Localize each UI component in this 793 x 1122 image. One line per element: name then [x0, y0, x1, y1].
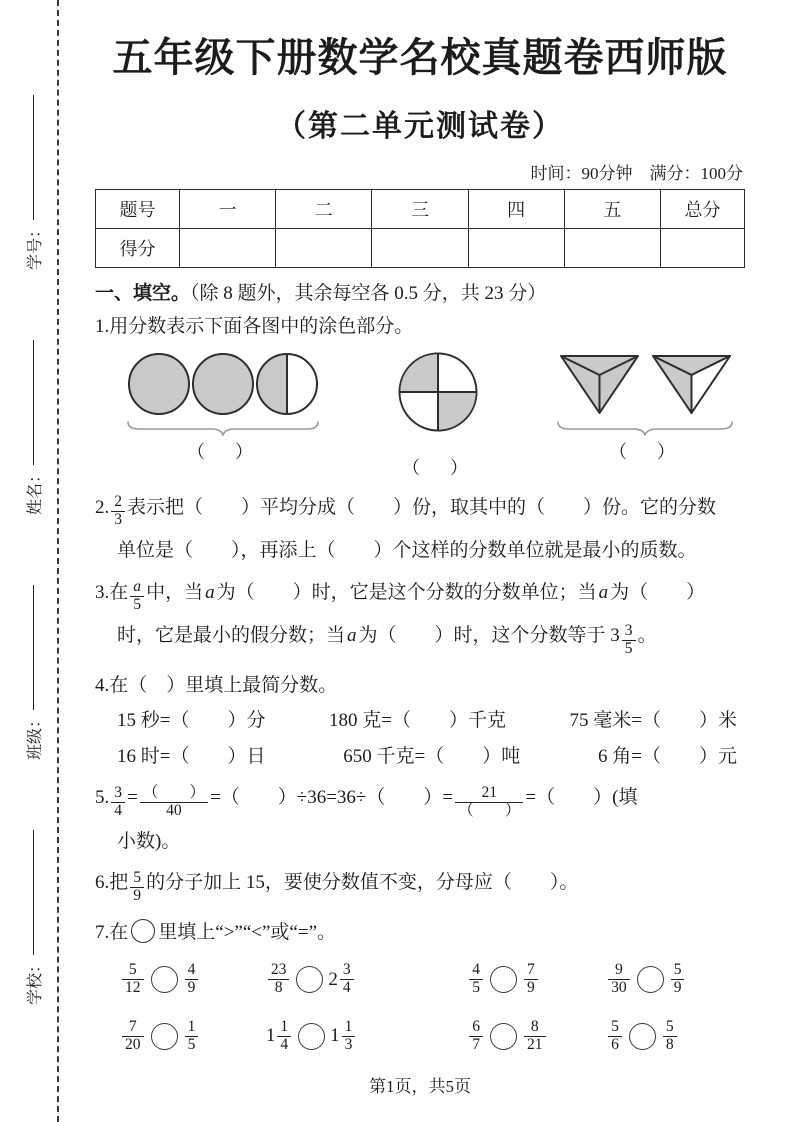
mixed-number-whole: 1: [265, 1025, 276, 1047]
write-line: [33, 95, 34, 220]
score-table-cell: 总分: [661, 190, 745, 229]
underbrace: [125, 420, 321, 436]
shaded-circle: [192, 353, 254, 415]
shaded-circle: [128, 353, 190, 415]
question-number: 5.: [95, 787, 110, 809]
question-6: 6.把 $\frac{5}{9}$ 的分子加上 15，要使分数值不变，分母应（ ）。: [95, 869, 579, 904]
question-1: 1.用分数表示下面各图中的涂色部分。: [95, 316, 414, 337]
score-table-cell: 二: [276, 190, 372, 229]
school-label: 学校：: [26, 956, 44, 1005]
question-2-line2: 单位是（ ），再添上（ ）个这样的分数单位就是最小的质数。: [117, 540, 697, 562]
section1-heading: [95, 278, 745, 305]
comparison-circle: [296, 966, 323, 993]
comparison-circle: [298, 1023, 325, 1050]
question-3-line2: 时，它是最小的假分数；当 a 为（ ）时，这个分数等于 3 $\frac{3}{5}$ 。: [117, 621, 657, 657]
quadrant-circle-figure: [397, 351, 479, 480]
score-cell-empty: [372, 229, 468, 268]
question-4-row2: [95, 743, 745, 771]
comparison-item: $\frac{23}{8}$ 2 $\frac{3}{4}$: [266, 962, 467, 997]
question-text: 表示把（ ）平均分成（ ）份，取其中的（ ）份。它的分数: [127, 496, 717, 518]
section1-title: 一、填空。: [95, 283, 191, 304]
comparison-circle: [490, 966, 517, 993]
score-table: [95, 189, 745, 268]
comparison-circle: [151, 966, 178, 993]
class-field: [18, 570, 48, 760]
partly-shaded-triangle: [649, 351, 734, 417]
question-number: 6.: [95, 872, 110, 894]
question-4-row1: [95, 707, 745, 735]
fraction: $\frac{5}{9}$: [130, 870, 144, 905]
score-table-cell: 得分: [96, 229, 180, 268]
comparison-item: $\frac{7}{20}$ $\frac{1}{5}$: [120, 1019, 266, 1054]
exam-meta: 时间：90分钟 满分：100分: [530, 164, 743, 183]
question-text: 在（ ）里填上最简分数。: [109, 674, 338, 696]
section1-note: （除 8 题外，其余每空各 0.5 分，共 23 分）: [190, 283, 547, 304]
score-table-header-row: [96, 190, 745, 229]
question-2: [95, 494, 745, 529]
class-label: 班级：: [26, 711, 44, 760]
dashed-cut-line: [57, 0, 59, 1122]
mixed-number-whole: 1: [330, 1025, 340, 1047]
comparison-item: $\frac{9}{30}$ $\frac{5}{9}$: [606, 962, 745, 997]
answer-blank: （ ）: [187, 441, 259, 462]
fraction: $\frac{2}{3}$: [111, 494, 125, 529]
answer-blank: （ ）: [609, 441, 681, 462]
answer-blank: （ ）: [402, 457, 474, 478]
question-5: 5. $\frac{3}{4}$ = $\frac{( )}{40}$ =（ ）÷36=36÷（ ）= $\frac{21}{( )}$ =（ ）(填: [95, 784, 638, 819]
half-shaded-circle: [256, 353, 318, 415]
comparison-circle: [637, 966, 664, 993]
page-number: 第1页，共5页: [369, 1077, 471, 1096]
unit-conversion: 75 毫米=（ ）米: [569, 710, 737, 732]
page-title: 五年级下册数学名校真题卷西师版: [112, 35, 728, 80]
unit-conversion: 6 角=（ ）元: [598, 745, 737, 767]
student-number-label: 学号：: [26, 221, 44, 270]
comparison-circle: [629, 1023, 656, 1050]
student-number-field: [18, 80, 48, 270]
fraction: $\frac{3}{4}$: [111, 785, 125, 820]
school-field: [18, 815, 48, 1005]
comparison-item: $\frac{5}{12}$ $\frac{4}{9}$: [120, 962, 266, 997]
question-number: 4.: [95, 674, 110, 696]
student-name-label: 姓名：: [26, 466, 44, 515]
question-4: [95, 672, 745, 700]
unit-conversion: 15 秒=（ ）分: [117, 710, 266, 732]
quadrant-circle: [397, 351, 479, 433]
fraction-blank-denominator: $\frac{21}{( )}$: [455, 785, 523, 820]
unit-conversion: 650 千克=（ ）吨: [343, 745, 521, 767]
page-subtitle: （第二单元测试卷）: [276, 110, 564, 143]
comparison-item: 1 $\frac{1}{4}$ 1 $\frac{1}{3}$: [266, 1019, 467, 1054]
unit-conversion: 16 时=（ ）日: [117, 745, 266, 767]
score-table-cell: 题号: [96, 190, 180, 229]
comparison-circle: [490, 1023, 517, 1050]
write-line: [33, 830, 34, 955]
question-3: 3.在 $\frac{a}{5}$ 中，当 a 为（ ）时，它是这个分数的分数单位；当 a 为（ ）: [95, 578, 706, 614]
score-table-cell: 一: [180, 190, 276, 229]
score-table-score-row: [96, 229, 745, 268]
comparison-circle: [151, 1023, 178, 1050]
triangles-figure: [555, 351, 735, 480]
score-table-cell: 五: [564, 190, 660, 229]
question-number: 7.: [95, 921, 110, 943]
comparison-circle-icon: [131, 919, 155, 943]
score-table-cell: 三: [372, 190, 468, 229]
score-cell-empty: [180, 229, 276, 268]
question-7-comparisons: [95, 962, 745, 1053]
fraction: $\frac{3}{5}$: [622, 623, 636, 658]
circles-figure: [125, 351, 321, 480]
question-number: 3.: [95, 581, 110, 603]
mixed-number-whole: 2: [328, 968, 338, 990]
fraction: $\frac{a}{5}$: [130, 579, 144, 614]
fraction-blank-numerator: $\frac{( )}{40}$: [140, 785, 208, 820]
question-7: 7.在 里填上“>”“<”或“=”。: [95, 919, 745, 947]
question-1-figures: [95, 351, 745, 480]
comparison-item: $\frac{6}{7}$ $\frac{8}{21}$: [467, 1019, 606, 1054]
score-cell-empty: [564, 229, 660, 268]
score-table-cell: 四: [468, 190, 564, 229]
write-line: [33, 585, 34, 710]
comparison-item: $\frac{5}{6}$ $\frac{5}{8}$: [606, 1019, 745, 1054]
comparison-item: $\frac{4}{5}$ $\frac{7}{9}$: [467, 962, 606, 997]
score-cell-empty: [276, 229, 372, 268]
underbrace: [555, 420, 735, 436]
question-number: 2.: [95, 496, 110, 518]
score-cell-empty: [661, 229, 745, 268]
score-cell-empty: [468, 229, 564, 268]
write-line: [33, 340, 34, 465]
unit-conversion: 180 克=（ ）千克: [329, 710, 506, 732]
main-content: [95, 0, 745, 1054]
question-5-line2: 小数)。: [117, 830, 181, 852]
student-name-field: [18, 325, 48, 515]
fully-shaded-triangle: [557, 351, 642, 417]
